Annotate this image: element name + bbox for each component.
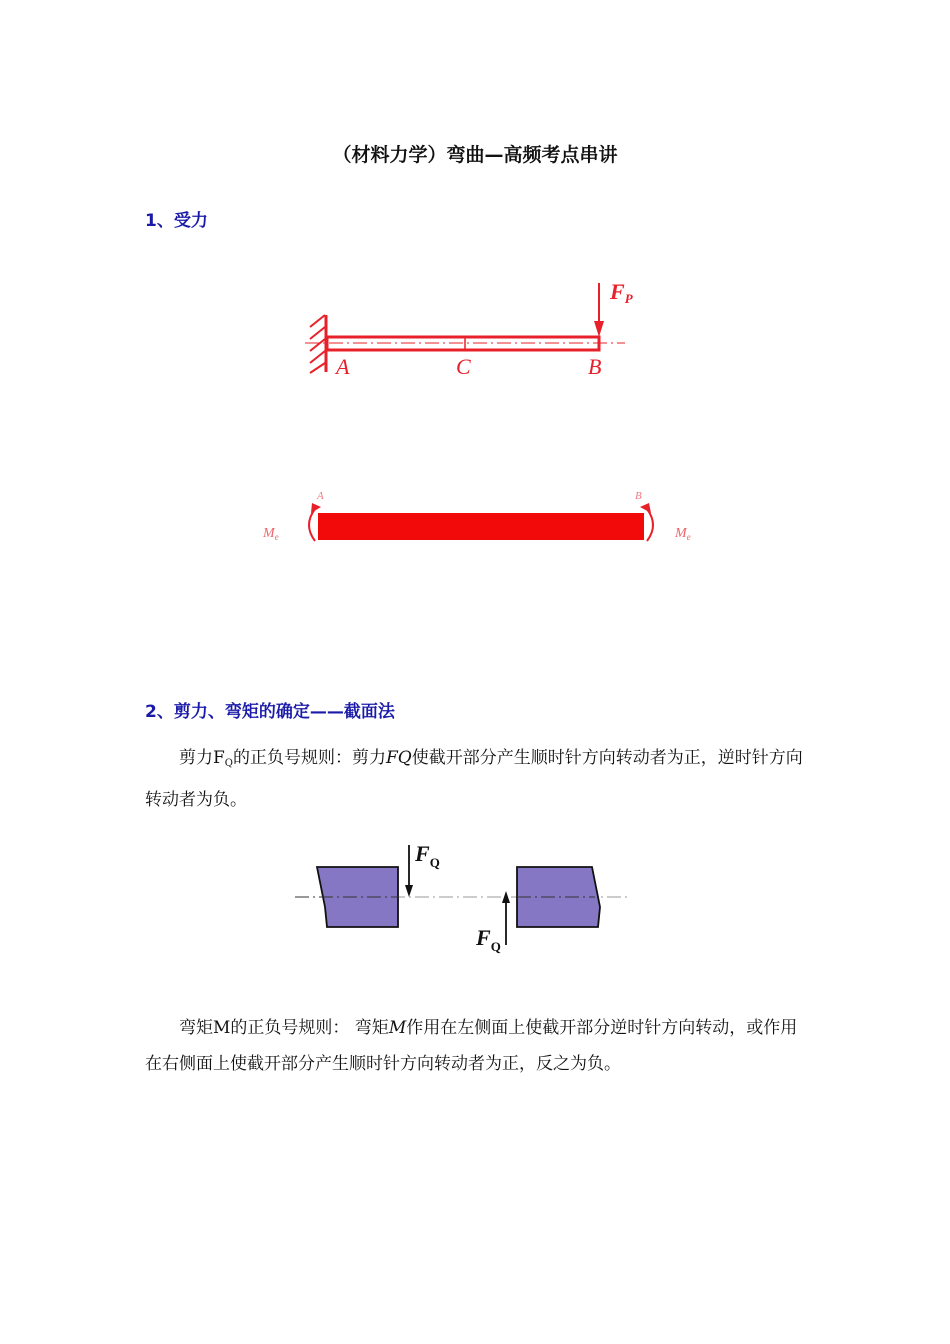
moment-sign-rule: 弯矩M的正负号规则： 弯矩M作用在左侧面上使截开部分逆时针方向转动，或作用在右侧面上使截开部分产生顺时针方向转动者为正，反之为负。 xyxy=(145,1018,798,1074)
shear-force-figure xyxy=(290,835,635,960)
bottom-shear-label: $F_Q$ xyxy=(476,925,501,954)
point-c-label: C xyxy=(456,354,471,379)
section-heading-2: 2、剪力、弯矩的确定——截面法 xyxy=(145,702,395,722)
page-title: （材料力学）弯曲—高频考点串讲 xyxy=(332,144,618,166)
section-heading-1: 1、受力 xyxy=(145,211,208,231)
point-a-label: A xyxy=(317,490,324,502)
point-a-label: A xyxy=(336,354,350,379)
top-shear-label: $F_Q$ xyxy=(415,841,440,870)
bending-beam-body xyxy=(318,513,644,540)
point-b-label: B xyxy=(635,490,642,502)
left-moment-label: $M_e$ xyxy=(263,526,279,542)
force-label: FP xyxy=(610,279,633,306)
pure-bending-figure xyxy=(255,485,710,555)
shear-sign-rule: 剪力$F_Q$的正负号规则：剪力FQ使截开部分产生顺时针方向转动者为正，逆时针方向转动者为负。 xyxy=(145,748,803,810)
cantilever-beam-figure xyxy=(300,275,645,385)
upward-shear-arrow-icon xyxy=(502,891,510,945)
right-moment-label: $M_e$ xyxy=(675,526,691,542)
fixed-support-icon xyxy=(310,315,326,373)
point-b-label: B xyxy=(588,354,602,379)
downward-shear-arrow-icon xyxy=(405,845,413,897)
force-arrow-icon xyxy=(594,283,604,337)
